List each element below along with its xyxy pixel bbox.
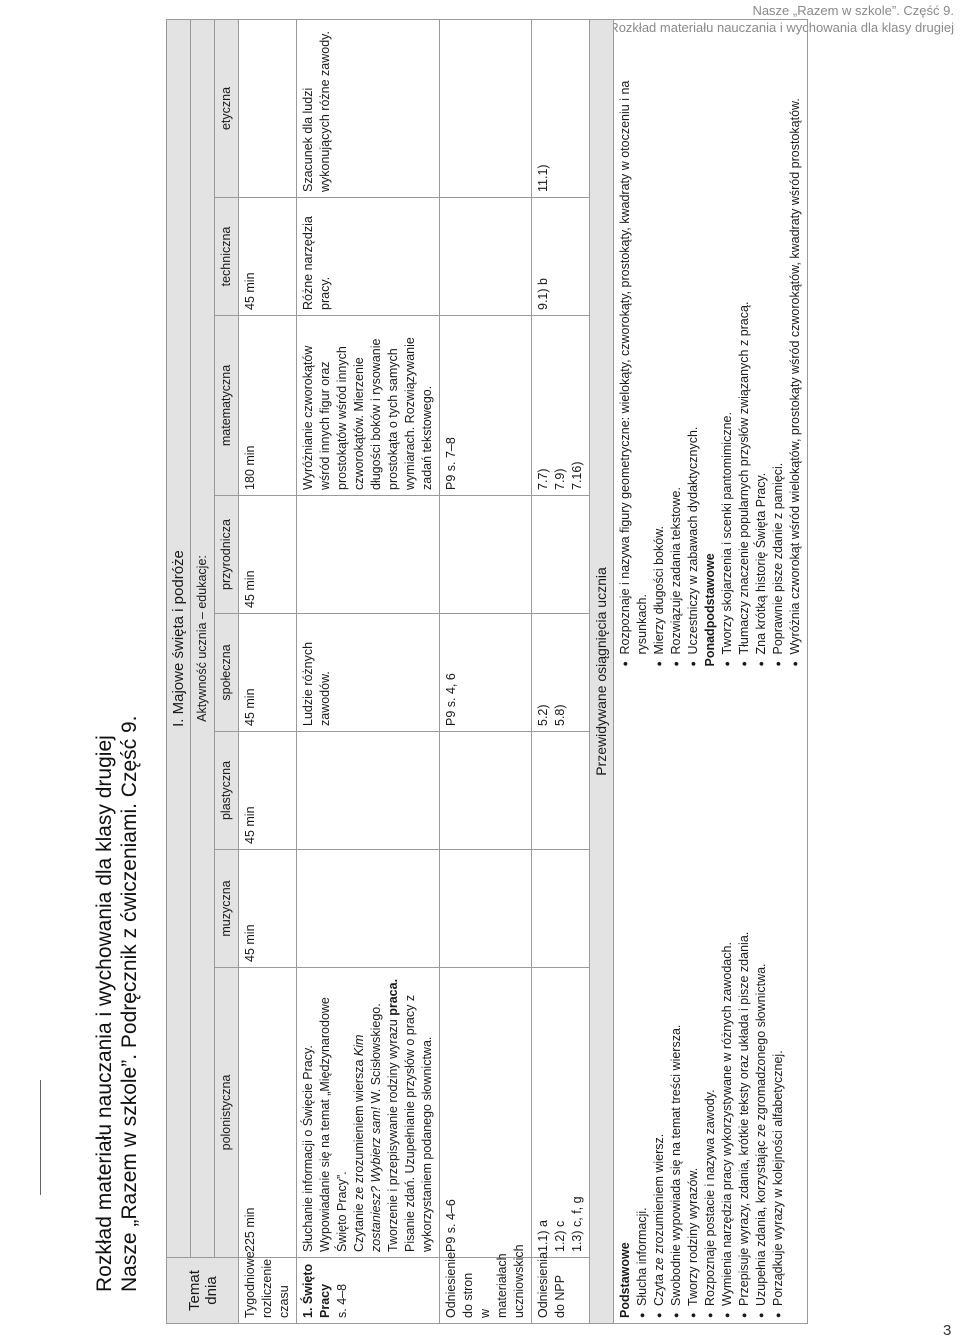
dnia-label: dnia: [202, 1276, 220, 1305]
table-cell: P9 s. 4–6: [440, 968, 532, 1258]
col-header: przyrodnicza: [215, 496, 239, 614]
temat-header: [167, 1258, 239, 1324]
ponadpodstawowe-heading: Ponadpodstawowe: [703, 553, 717, 667]
row-label: Odniesienie do stron w materiałach uczniowskich: [440, 1258, 532, 1324]
list-item: ● Swobodnie wypowiada się na temat treści wiersza.: [668, 677, 685, 1319]
activity-label: Aktywność ucznia – edukacje:: [191, 20, 215, 1258]
outcomes-left-column: [617, 667, 804, 1319]
topic-row: [297, 20, 440, 1324]
table-cell: [532, 850, 590, 968]
activity-text: Słuchanie informacji o Święcie Pracy.: [301, 1045, 315, 1252]
table-cell: [532, 496, 590, 614]
podstawowe-list-continued: [617, 25, 702, 667]
table-cell: [532, 968, 590, 1258]
section-title: I. Majowe święta i podróże: [167, 20, 191, 1258]
materials-row: [440, 20, 532, 1324]
table-cell: [532, 614, 590, 732]
podstawowe-list: [634, 677, 787, 1319]
npp-ref: 5.2): [536, 704, 550, 726]
list-item: ● Wyróżnia czworokąt wśród wielokątów, prostokąty wśród czworokątów, kwadraty wśród prostokątów.: [787, 25, 804, 667]
npp-ref: 5.8): [553, 704, 567, 726]
col-header: matematyczna: [215, 316, 239, 496]
table-cell: [440, 850, 532, 968]
polonistyczna-cell: [297, 968, 440, 1258]
table-cell: 9.1) b: [532, 198, 590, 316]
list-item: ● Tworzy rodziny wyrazów.: [685, 677, 702, 1319]
npp-ref: 7.7): [536, 468, 550, 490]
outcomes-title: Przewidywane osiągnięcia ucznia: [590, 20, 614, 1324]
table-cell: [440, 198, 532, 316]
document-title-line2: Nasze „Razem w szkole”. Podręcznik z ćwiczeniami. Część 9.: [118, 715, 141, 1292]
outcomes-right-column: [617, 25, 804, 667]
table-cell: P9 s. 7–8: [440, 316, 532, 496]
row-label: Tygodniowe rozliczenie czasu: [239, 1258, 297, 1324]
podstawowe-heading: Podstawowe: [618, 1242, 632, 1318]
activity-text: Czytanie ze zrozumieniem wiersza Kim zostaniesz? Wybierz sam! W. Scisłowskiego.: [352, 1003, 383, 1252]
col-header: muzyczna: [215, 850, 239, 968]
table-cell: 45 min: [239, 850, 297, 968]
npp-ref: 7.9): [553, 468, 567, 490]
table-cell: [297, 850, 440, 968]
activity-text: Pisanie zdań. Uzupełnianie przysłów o pracy z wykorzystaniem podanego słownictwa.: [403, 994, 434, 1252]
list-item: ● Tłumaczy znaczenie popularnych przysłów związanych z pracą.: [736, 25, 753, 667]
spoleczna-cell: Ludzie różnych zawodów.: [297, 614, 440, 732]
list-item: ● Tworzy skojarzenia i scenki pantomimiczne.: [719, 25, 736, 667]
table-cell: [239, 20, 297, 198]
col-header: polonistyczna: [215, 968, 239, 1258]
table-cell: 180 min: [239, 316, 297, 496]
activity-text: Wypowiadanie się na temat „Międzynarodowe Święto Pracy”.: [318, 997, 349, 1252]
outcomes-cell: [614, 20, 808, 1324]
table-cell: 11.1): [532, 20, 590, 198]
table-cell: [440, 20, 532, 198]
col-header: społeczna: [215, 614, 239, 732]
activity-text: Tworzenie i przepisywanie rodziny wyrazu praca.: [386, 978, 400, 1252]
table-cell: 45 min: [239, 198, 297, 316]
topic-title: 1. Święto Pracy: [301, 1263, 332, 1318]
running-header-line2: Rozkład materiału nauczania i wychowania dla klasy drugiej: [609, 20, 954, 35]
document-title: [92, 592, 142, 1292]
running-header-line1: Nasze „Razem w szkole”. Część 9.: [752, 3, 954, 18]
column-header-row: [215, 20, 239, 1324]
table-cell: [532, 316, 590, 496]
activity-row: [191, 20, 215, 1324]
list-item: ● Rozwiązuje zadania tekstowe.: [668, 25, 685, 667]
matematyczna-cell: Wyróżnianie czworokątów wśród innych figur oraz prostokątów wśród innych czworokątów. Mierzenie długości boków i rysowanie prostokąta o tych samych wymiarach. Rozwiązywanie zadań tekstowego.: [297, 316, 440, 496]
list-item: ● Poprawnie pisze zdanie z pamięci.: [770, 25, 787, 667]
row-label: Odniesienia do NPP: [532, 1258, 590, 1324]
list-item: ● Rozpoznaje postacie i nazywa zawody.: [702, 677, 719, 1319]
npp-ref: 1.1) a: [536, 1220, 550, 1252]
list-item: ● Uczestniczy w zabawach dydaktycznych.: [685, 25, 702, 667]
table-cell: [532, 732, 590, 850]
list-item: ● Słucha informacji.: [634, 677, 651, 1319]
ponadpodstawowe-list: [719, 25, 804, 667]
npp-ref: 1.3) c, f, g: [570, 1196, 584, 1252]
table-cell: 225 min: [239, 968, 297, 1258]
col-header: techniczna: [215, 198, 239, 316]
outcomes-title-row: [590, 20, 614, 1324]
list-item: ● Rozpoznaje i nazywa figury geometryczne: wielokąty, czworokąty, prostokąty, kwadraty w otoczeniu i na rysunkach.: [617, 25, 651, 667]
list-item: ● Mierzy długości boków.: [651, 25, 668, 667]
npp-row: [532, 20, 590, 1324]
table-cell: 45 min: [239, 732, 297, 850]
document-title-line1: Rozkład materiału nauczania i wychowania dla klasy drugiej: [93, 735, 116, 1292]
list-item: ● Czyta ze zrozumieniem wiersz.: [651, 677, 668, 1319]
list-item: ● Porządkuje wyrazy w kolejności alfabetycznej.: [770, 677, 787, 1319]
table-cell: [440, 732, 532, 850]
techniczna-cell: Różne narzędzia pracy.: [297, 198, 440, 316]
temat-label: Temat: [185, 1270, 203, 1311]
table-cell: P9 s. 4, 6: [440, 614, 532, 732]
npp-ref: 7.16): [570, 461, 584, 490]
curriculum-table: [166, 19, 808, 1324]
col-header: plastyczna: [215, 732, 239, 850]
etyczna-cell: Szacunek dla ludzi wykonujących różne zawody.: [297, 20, 440, 198]
list-item: ● Uzupełnia zdania, korzystając ze zgromadzonego słownictwa.: [753, 677, 770, 1319]
col-header: etyczna: [215, 20, 239, 198]
list-item: ● Zna krótką historię Święta Pracy.: [753, 25, 770, 667]
table-cell: 45 min: [239, 496, 297, 614]
topic-pages: s. 4–8: [335, 1283, 349, 1318]
list-item: ● Wymienia narzędzia pracy wykorzystywane w różnych zawodach.: [719, 677, 736, 1319]
table-cell: [297, 732, 440, 850]
weekly-time-row: [239, 20, 297, 1324]
list-item: ● Przepisuje wyrazy, zdania, krótkie teksty oraz układa i pisze zdania.: [736, 677, 753, 1319]
table-cell: [297, 496, 440, 614]
npp-ref: 1.2) c: [553, 1220, 567, 1252]
table-cell: [440, 496, 532, 614]
outcomes-row: [614, 20, 808, 1324]
table-cell: 45 min: [239, 614, 297, 732]
page-number: 3: [943, 1322, 952, 1339]
section-title-row: [167, 20, 191, 1324]
topic-label: [297, 1258, 440, 1324]
